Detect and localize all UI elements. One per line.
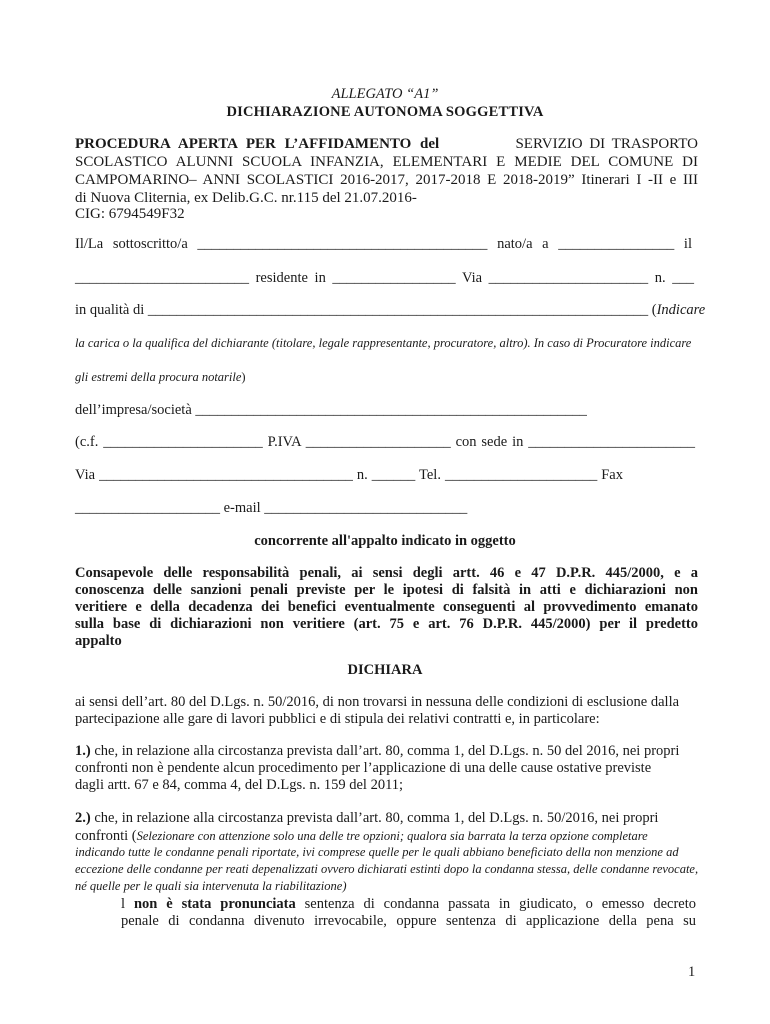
form-row-residence: ________________________ residente in _________________ Via ______________________ n. ___ <box>75 270 694 286</box>
awareness-line: veritiere e della decadenza dei benefici eventualmente conseguenti al provvedimento emanato <box>75 599 698 615</box>
form-row-role <box>75 302 706 319</box>
procedure-line-1 <box>75 136 698 153</box>
role-field: in qualità di _____________________________________________________________________ ( <box>75 302 657 318</box>
option-1-checkbox[interactable]: l <box>121 896 126 912</box>
form-row-name-birth: Il/La sottoscritto/a ________________________________________ nato/a a ________________ il <box>75 236 692 252</box>
page-number: 1 <box>688 964 696 980</box>
form-row-email: ____________________ e-mail ____________________________ <box>75 500 468 516</box>
service-title: SERVIZIO DI TRASPORTO <box>515 136 698 152</box>
form-row-company: dell’impresa/società ______________________________________________________ <box>75 402 587 418</box>
point-2-instructions: Selezionare con attenzione solo una delle tre opzioni; qualora sia barrata la terza opzione completare <box>136 829 648 843</box>
procura-hint: gli estremi della procura notarile <box>75 370 242 384</box>
form-row-tax: (c.f. ______________________ P.IVA ____________________ con sede in _______________________ <box>75 434 695 450</box>
point-1-number: 1.) <box>75 743 91 759</box>
intro-line: partecipazione alle gare di lavori pubblici e di stipula dei relativi contratti e, in particolare: <box>75 711 600 727</box>
point-2-line: eccezione delle condanne per reati depenalizzati ovvero dichiarati estinti dopo la condanna stessa, delle condanne revocate, <box>75 862 699 876</box>
point-1-line: confronti non è pendente alcun procedimento per l’applicazione di una delle cause ostative previste <box>75 760 652 776</box>
point-2-line: né quelle per le quali sia intervenuta la riabilitazione) <box>75 879 347 893</box>
role-hint-continued: la carica o la qualifica del dichiarante (titolare, legale rappresentante, procuratore, altro). In caso di Procuratore indicare <box>75 336 692 350</box>
option-1-label: non è stata pronunciata <box>133 896 296 912</box>
declares-heading: DICHIARA <box>347 662 423 678</box>
awareness-line: Consapevole delle responsabilità penali, ai sensi degli artt. 46 e 47 D.P.R. 445/2000, e a <box>75 565 698 581</box>
point-1-text: che, in relazione alla circostanza prevista dall’art. 80, comma 1, del D.Lgs. n. 50 del 2016, nei propri <box>94 743 680 759</box>
role-hint-end <box>75 370 246 385</box>
point-2-line <box>75 827 648 845</box>
awareness-line: appalto <box>75 633 122 649</box>
competitor-heading: concorrente all'appalto indicato in oggetto <box>254 533 516 549</box>
point-1-line <box>75 743 679 760</box>
role-hint: Indicare <box>656 302 706 318</box>
awareness-line: conoscenza delle sanzioni penali previste per le ipotesi di falsità in atti e dichiarazioni non <box>75 582 698 598</box>
procedure-line-3: CAMPOMARINO– ANNI SCOLASTICI 2016-2017, 2017-2018 E 2018-2019” Itinerari I -II e III <box>75 172 698 188</box>
procedure-title: PROCEDURA APERTA PER L’AFFIDAMENTO del <box>75 136 440 152</box>
intro-line: ai sensi dell’art. 80 del D.Lgs. n. 50/2016, di non trovarsi in nessuna delle condizioni di esclusione dalla <box>75 694 680 710</box>
point-1-line: dagli artt. 67 e 84, comma 4, del D.Lgs. n. 159 del 2011; <box>75 777 404 793</box>
awareness-line: sulla base di dichiarazioni non veritiere (art. 75 e art. 76 D.P.R. 445/2000) per il predetto <box>75 616 698 632</box>
point-2-line <box>75 810 658 827</box>
option-1-line <box>121 896 696 913</box>
option-1-line: penale di condanna divenuto irrevocabile, oppure sentenza di applicazione della pena su <box>121 913 696 929</box>
procura-hint-close: ) <box>241 370 246 384</box>
procedure-line-2: SCOLASTICO ALUNNI SCUOLA INFANZIA, ELEMENTARI E MEDIE DEL COMUNE DI <box>75 154 698 170</box>
document-title: DICHIARAZIONE AUTONOMA SOGGETTIVA <box>226 104 544 120</box>
annex-label: ALLEGATO “A1” <box>331 86 439 102</box>
point-2-text: che, in relazione alla circostanza prevista dall’art. 80, comma 1, del D.Lgs. n. 50/2016, nei propri <box>94 810 659 826</box>
point-2-line: indicando tutte le condanne penali riportate, ivi comprese quelle per le quali abbiano beneficiato della non menzione ad <box>75 845 679 859</box>
form-row-address: Via ___________________________________ n. ______ Tel. _____________________ Fax <box>75 467 623 483</box>
point-2-number: 2.) <box>75 810 91 826</box>
procedure-line-4: di Nuova Cliternia, ex Delib.G.C. nr.115 del 21.07.2016- <box>75 190 417 206</box>
cig-code: CIG: 6794549F32 <box>75 206 185 222</box>
option-1-text: sentenza di condanna passata in giudicato, o emesso decreto <box>304 896 696 912</box>
point-2-confronti: confronti ( <box>75 828 137 844</box>
